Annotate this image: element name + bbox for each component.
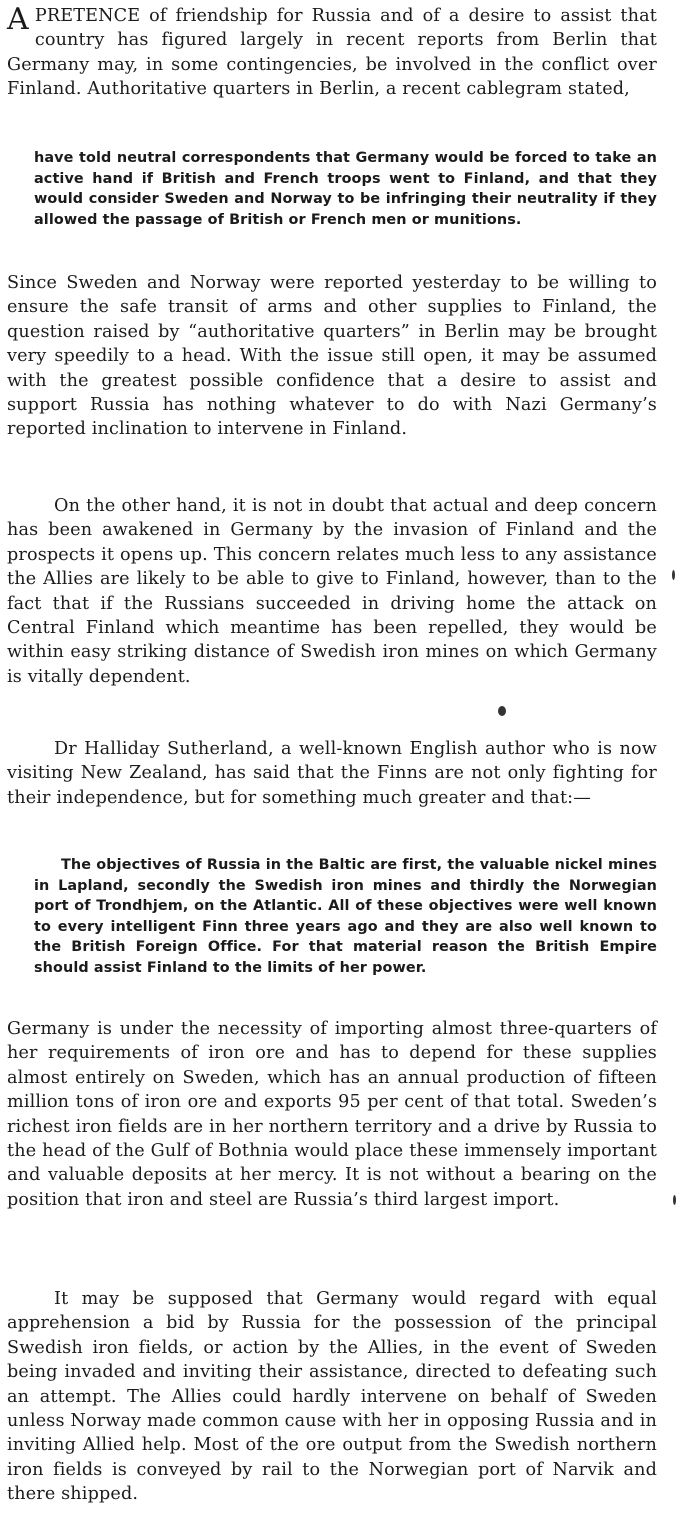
paragraph-sweden-norway: Since Sweden and Norway were reported yesterday to be willing to ensure the safe transit of arms and other supplies to Finland, the question raised by “authoritative quarters” in Berlin may be brought very speedily to a head. With the issue still open, it may be assumed with the greatest possible confidence that a desire to assist and support Russia has nothing whatever to do with Nazi Germany’s reported inclination to intervene in Finland. bbox=[7, 273, 657, 440]
paragraph-allied-action: It may be supposed that Germany would regard with equal apprehension a bid by Russia for the possession of the principal Swedish iron fields, or action by the Allies, in the event of Sweden being invaded and inviting their assistance, directed to defeating such an attempt. The Allies could hardly intervene on behalf of Sweden unless Norway made common cause with her in opposing Russia and in inviting Allied help. Most of the ore output from the Swedish northern iron fields is conveyed by rail to the Norwegian port of Narvik and there shipped. bbox=[7, 1289, 657, 1505]
paragraph-iron-ore: Germany is under the necessity of importing almost three-quarters of her requirements of iron ore and has to depend for these supplies almost entirely on Sweden, which has an annual production of fifteen million tons of iron ore and exports 95 per cent of that total. Sweden’s richest iron fields are in her northern territory and a drive by Russia to the head of the Gulf of Bothnia would place these immensely important and valuable deposits at her mercy. It is not without a bearing on the position that iron and steel are Russia’s third largest import. bbox=[7, 1019, 657, 1210]
quote-cablegram: have told neutral correspondents that Germany would be forced to take an active hand if British and French troops went to Finland, and that they would consider Sweden and Norway to be infringing their neutrality if they allowed the passage of British or French men or munitions. bbox=[34, 150, 657, 228]
paragraph-sutherland: Dr Halliday Sutherland, a well-known English author who is now visiting New Zealand, has said that the Finns are not only fighting for their independence, but for something much greater and that:— bbox=[7, 739, 657, 808]
paragraph-intro bbox=[7, 4, 657, 102]
paragraph-intro-text: PRETENCE of friendship for Russia and of a desire to assist that country has figured largely in recent reports from Berlin that Germany may, in some contingencies, be involved in the conflict over Finland. Authoritative quarters in Berlin, a recent cablegram stated, bbox=[7, 6, 657, 100]
print-speck bbox=[498, 706, 506, 716]
quote-sutherland: The objectives of Russia in the Baltic are first, the valuable nickel mines in Lapland, secondly the Swedish iron mines and thirdly the Norwegian port of Trondhjem, on the Atlantic. All of these objectives were well known to every intelligent Finn three years ago and they are also well known to the British Foreign Office. For that material reason the British Empire should assist Finland to the limits of her power. bbox=[34, 857, 657, 976]
print-speck bbox=[673, 1195, 676, 1205]
print-speck bbox=[672, 570, 675, 580]
paragraph-german-concern: On the other hand, it is not in doubt that actual and deep concern has been awakened in Germany by the invasion of Finland and the prospects it opens up. This concern relates much less to any assistance the Allies are likely to be able to give to Finland, however, than to the fact that if the Russians succeeded in driving home the attack on Central Finland which meantime has been repelled, they would be within easy striking distance of Swedish iron mines on which Germany is vitally dependent. bbox=[7, 496, 657, 687]
drop-cap: A bbox=[7, 2, 29, 37]
